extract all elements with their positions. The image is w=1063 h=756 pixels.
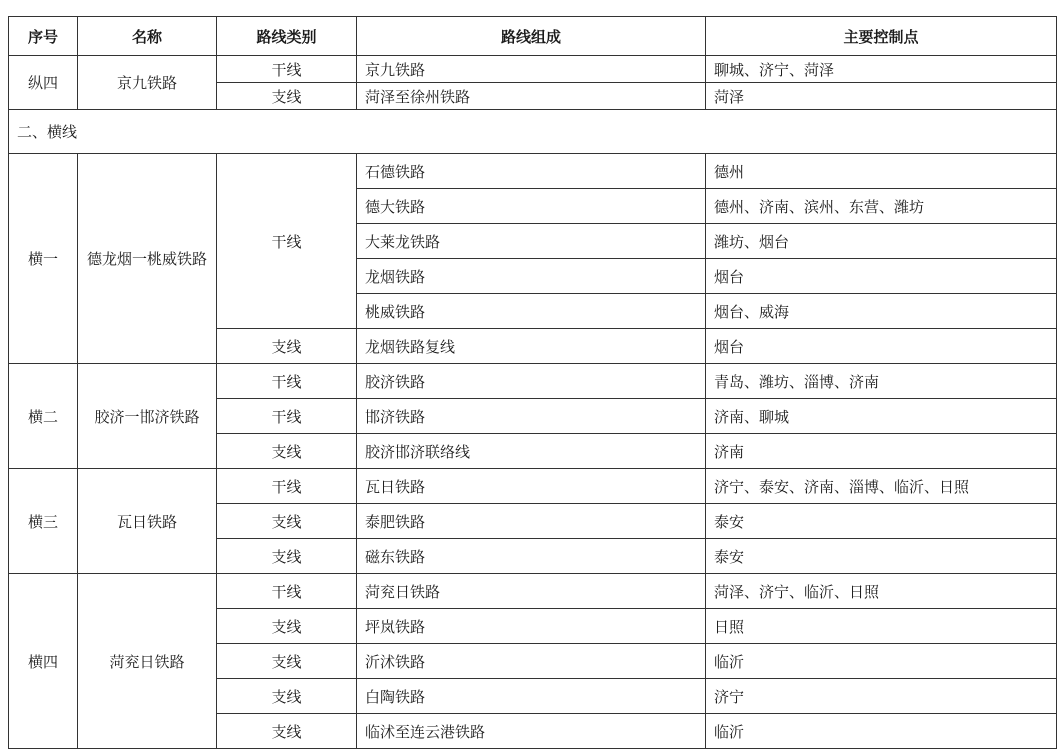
- route-cell: 沂沭铁路: [357, 644, 706, 679]
- seq-cell: 纵四: [9, 56, 78, 110]
- route-cell: 菏兖日铁路: [357, 574, 706, 609]
- route-cell: 胶济邯济联络线: [357, 434, 706, 469]
- name-cell: 胶济一邯济铁路: [78, 364, 217, 469]
- table-row: [9, 469, 1057, 504]
- section-title: 二、横线: [9, 110, 1057, 154]
- points-cell: 烟台、威海: [706, 294, 1057, 329]
- points-cell: 菏泽: [706, 83, 1057, 110]
- route-cell: 龙烟铁路: [357, 259, 706, 294]
- seq-cell: 横一: [9, 154, 78, 364]
- route-cell: 德大铁路: [357, 189, 706, 224]
- route-cell: 泰肥铁路: [357, 504, 706, 539]
- name-cell: 菏兖日铁路: [78, 574, 217, 749]
- points-cell: 聊城、济宁、菏泽: [706, 56, 1057, 83]
- type-cell: 干线: [217, 56, 357, 83]
- route-cell: 龙烟铁路复线: [357, 329, 706, 364]
- table-header-row: [9, 17, 1057, 56]
- points-cell: 烟台: [706, 259, 1057, 294]
- header-seq: 序号: [9, 17, 78, 56]
- points-cell: 菏泽、济宁、临沂、日照: [706, 574, 1057, 609]
- points-cell: 德州、济南、滨州、东营、潍坊: [706, 189, 1057, 224]
- points-cell: 泰安: [706, 504, 1057, 539]
- type-cell: 支线: [217, 609, 357, 644]
- header-type: 路线类别: [217, 17, 357, 56]
- points-cell: 泰安: [706, 539, 1057, 574]
- points-cell: 潍坊、烟台: [706, 224, 1057, 259]
- table-row: [9, 154, 1057, 189]
- route-cell: 京九铁路: [357, 56, 706, 83]
- railway-table: [8, 16, 1057, 749]
- type-cell: 干线: [217, 469, 357, 504]
- type-cell: 支线: [217, 83, 357, 110]
- points-cell: 日照: [706, 609, 1057, 644]
- type-cell: 支线: [217, 679, 357, 714]
- name-cell: 瓦日铁路: [78, 469, 217, 574]
- points-cell: 烟台: [706, 329, 1057, 364]
- header-points: 主要控制点: [706, 17, 1057, 56]
- type-cell: 支线: [217, 714, 357, 749]
- table-row: [9, 364, 1057, 399]
- type-cell: 干线: [217, 154, 357, 329]
- points-cell: 临沂: [706, 714, 1057, 749]
- table-row: [9, 56, 1057, 83]
- section-row: [9, 110, 1057, 154]
- route-cell: 邯济铁路: [357, 399, 706, 434]
- type-cell: 支线: [217, 434, 357, 469]
- type-cell: 干线: [217, 364, 357, 399]
- type-cell: 支线: [217, 329, 357, 364]
- route-cell: 白陶铁路: [357, 679, 706, 714]
- points-cell: 德州: [706, 154, 1057, 189]
- route-cell: 坪岚铁路: [357, 609, 706, 644]
- seq-cell: 横三: [9, 469, 78, 574]
- route-cell: 菏泽至徐州铁路: [357, 83, 706, 110]
- points-cell: 济南、聊城: [706, 399, 1057, 434]
- points-cell: 临沂: [706, 644, 1057, 679]
- header-name: 名称: [78, 17, 217, 56]
- points-cell: 济南: [706, 434, 1057, 469]
- name-cell: 京九铁路: [78, 56, 217, 110]
- table-row: [9, 574, 1057, 609]
- points-cell: 济宁: [706, 679, 1057, 714]
- route-cell: 石德铁路: [357, 154, 706, 189]
- type-cell: 干线: [217, 399, 357, 434]
- route-cell: 瓦日铁路: [357, 469, 706, 504]
- header-route: 路线组成: [357, 17, 706, 56]
- seq-cell: 横四: [9, 574, 78, 749]
- type-cell: 支线: [217, 644, 357, 679]
- type-cell: 干线: [217, 574, 357, 609]
- route-cell: 磁东铁路: [357, 539, 706, 574]
- route-cell: 桃威铁路: [357, 294, 706, 329]
- name-cell: 德龙烟一桃威铁路: [78, 154, 217, 364]
- points-cell: 青岛、潍坊、淄博、济南: [706, 364, 1057, 399]
- route-cell: 大莱龙铁路: [357, 224, 706, 259]
- type-cell: 支线: [217, 539, 357, 574]
- points-cell: 济宁、泰安、济南、淄博、临沂、日照: [706, 469, 1057, 504]
- route-cell: 临沭至连云港铁路: [357, 714, 706, 749]
- seq-cell: 横二: [9, 364, 78, 469]
- route-cell: 胶济铁路: [357, 364, 706, 399]
- type-cell: 支线: [217, 504, 357, 539]
